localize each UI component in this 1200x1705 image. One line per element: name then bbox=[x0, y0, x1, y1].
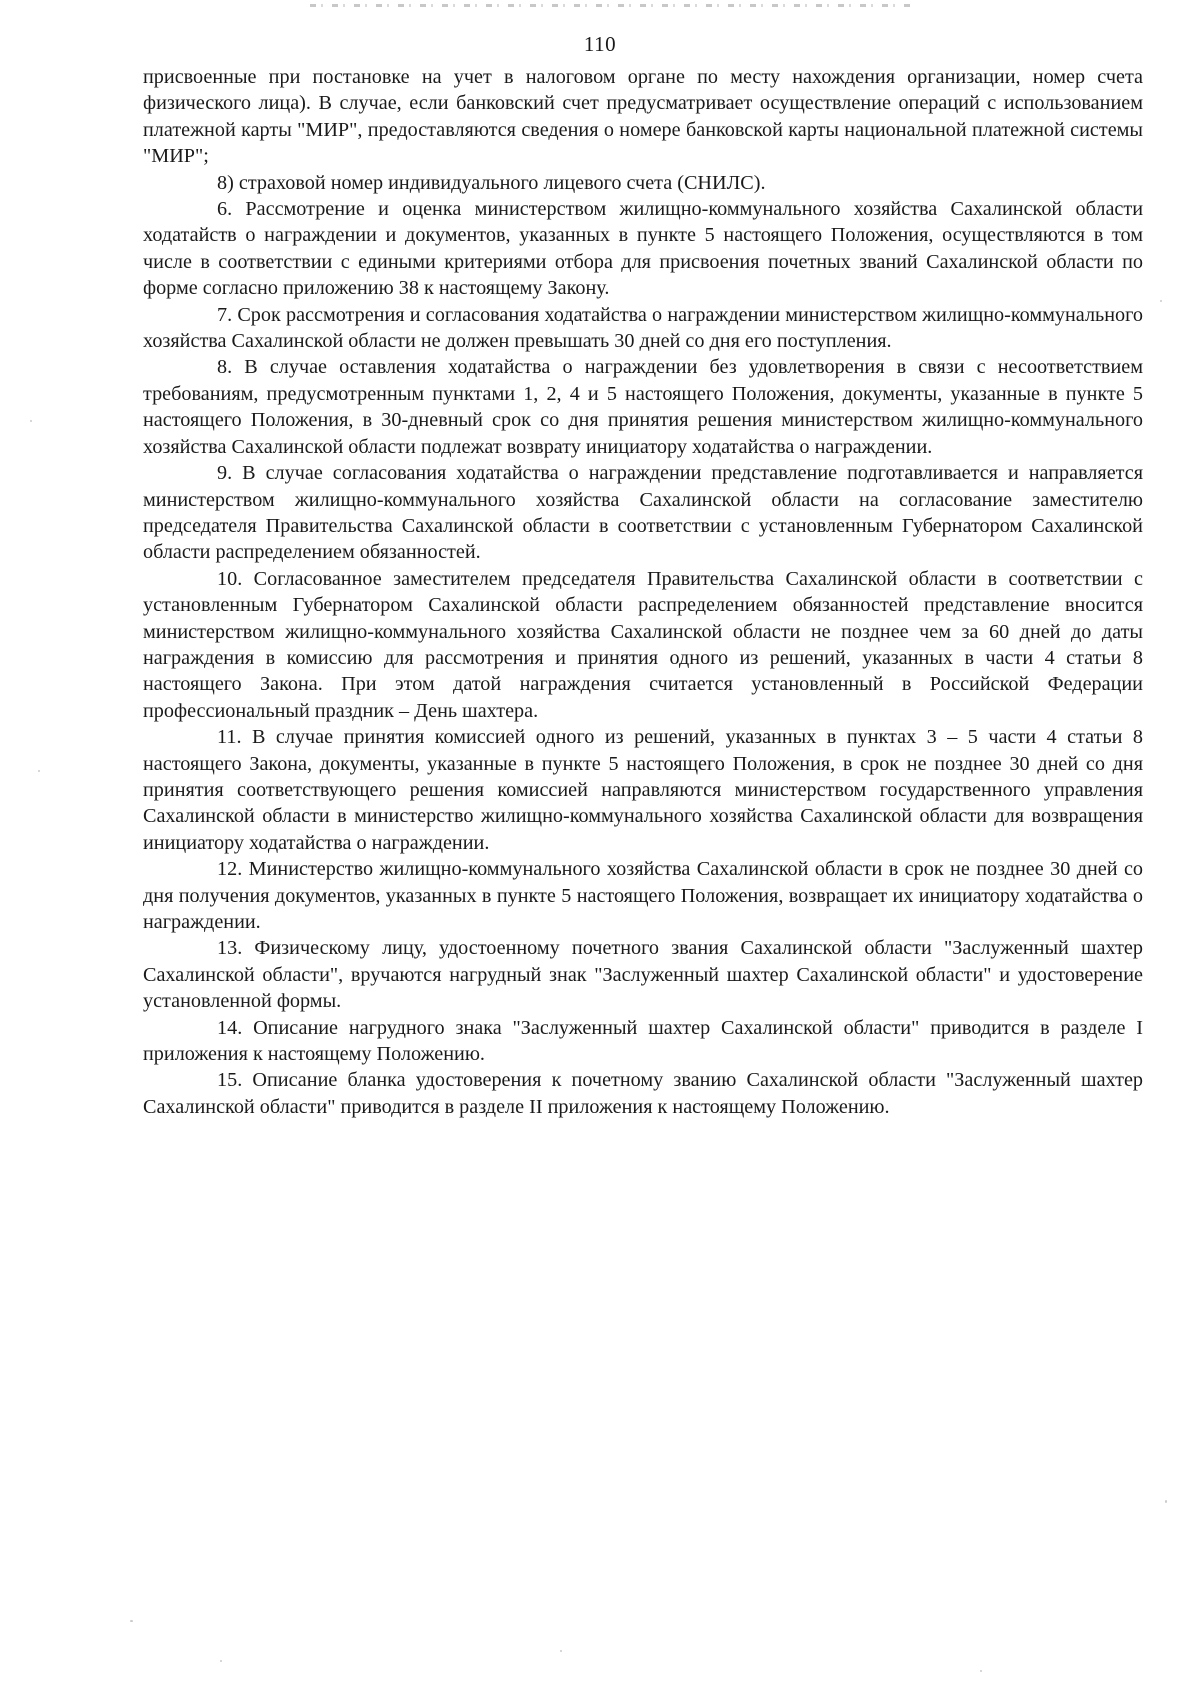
paragraph-8: 8. В случае оставления ходатайства о награждении без удовлетворения в связи с несоответствием требованиям, предусмотренным пунктами 1, 2, 4 и 5 настоящего Положения, документы, указанные в пункте 5 настоящего Положения, в 30-дневный срок со дня принятия решения министерством жилищно-коммунального хозяйства Сахалинской области подлежат возврату инициатору ходатайства о награждении. bbox=[143, 356, 1143, 458]
scan-speck bbox=[1165, 1500, 1167, 1503]
paragraph-12: 12. Министерство жилищно-коммунального хозяйства Сахалинской области в срок не позднее 30 дней со дня получения документов, указанных в пункте 5 настоящего Положения, возвращает их инициатору ходатайства о награждении. bbox=[143, 858, 1143, 933]
paragraph-10: 10. Согласованное заместителем председателя Правительства Сахалинской области в соответствии с установленным Губернатором Сахалинской области распределением обязанностей представление вносится министерством жилищно-коммунального хозяйства Сахалинской области не позднее чем за 60 дней до даты награждения в комиссию для рассмотрения и принятия одного из решений, указанных в части 4 статьи 8 настоящего Закона. При этом датой награждения считается установленный в Российской Федерации профессиональный праздник – День шахтера. bbox=[143, 567, 1143, 722]
paragraph-14: 14. Описание нагрудного знака "Заслуженный шахтер Сахалинской области" приводится в разделе I приложения к настоящему Положению. bbox=[143, 1016, 1143, 1066]
paragraph-continuation: присвоенные при постановке на учет в налоговом органе по месту нахождения организации, номер счета физического лица). В случае, если банковский счет предусматривает осуществление операций с использованием платежной карты "МИР", предоставляются сведения о номере банковской карты национальной платежной системы "МИР"; bbox=[143, 66, 1143, 168]
scan-speck bbox=[560, 1650, 562, 1652]
scan-speck bbox=[30, 420, 32, 422]
page-number: 110 bbox=[583, 32, 617, 56]
document-body bbox=[143, 64, 1143, 1120]
scan-speck bbox=[38, 770, 40, 772]
paragraph-7: 7. Срок рассмотрения и согласования ходатайства о награждении министерством жилищно-коммунального хозяйства Сахалинской области не должен превышать 30 дней со дня его поступления. bbox=[143, 303, 1143, 353]
scan-speck bbox=[1160, 300, 1162, 302]
paragraph-6: 6. Рассмотрение и оценка министерством жилищно-коммунального хозяйства Сахалинской области ходатайств о награждении и документов, указанных в пункте 5 настоящего Положения, осуществляются в том числе в соответствии с едиными критериями отбора для присвоения почетных званий Сахалинской области по форме согласно приложению 38 к настоящему Закону. bbox=[143, 198, 1143, 300]
scan-speck bbox=[980, 1670, 982, 1672]
paragraph-13: 13. Физическому лицу, удостоенному почетного звания Сахалинской области "Заслуженный шахтер Сахалинской области", вручаются нагрудный знак "Заслуженный шахтер Сахалинской области" и удостоверение установленной формы. bbox=[143, 937, 1143, 1013]
paragraph-11: 11. В случае принятия комиссией одного из решений, указанных в пунктах 3 – 5 части 4 статьи 8 настоящего Закона, документы, указанные в пункте 5 настоящего Положения, в срок не позднее 30 дней со дня принятия соответствующего решения комиссией направляются министерством государственного управления Сахалинской области в министерство жилищно-коммунального хозяйства Сахалинской области для возвращения инициатору ходатайства о награждении. bbox=[143, 726, 1143, 854]
paragraph-9: 9. В случае согласования ходатайства о награждении представление подготавливается и направляется министерством жилищно-коммунального хозяйства Сахалинской области на согласование заместителю председателя Правительства Сахалинской области в соответствии с установленным Губернатором Сахалинской области распределением обязанностей. bbox=[143, 462, 1143, 564]
paragraph-item-8: 8) страховой номер индивидуального лицевого счета (СНИЛС). bbox=[217, 171, 766, 194]
paragraph-15: 15. Описание бланка удостоверения к почетному званию Сахалинской области "Заслуженный шахтер Сахалинской области" приводится в разделе II приложения к настоящему Положению. bbox=[143, 1069, 1143, 1118]
scan-artifact bbox=[310, 4, 910, 7]
scan-speck bbox=[130, 1620, 133, 1622]
scan-speck bbox=[220, 1660, 222, 1662]
